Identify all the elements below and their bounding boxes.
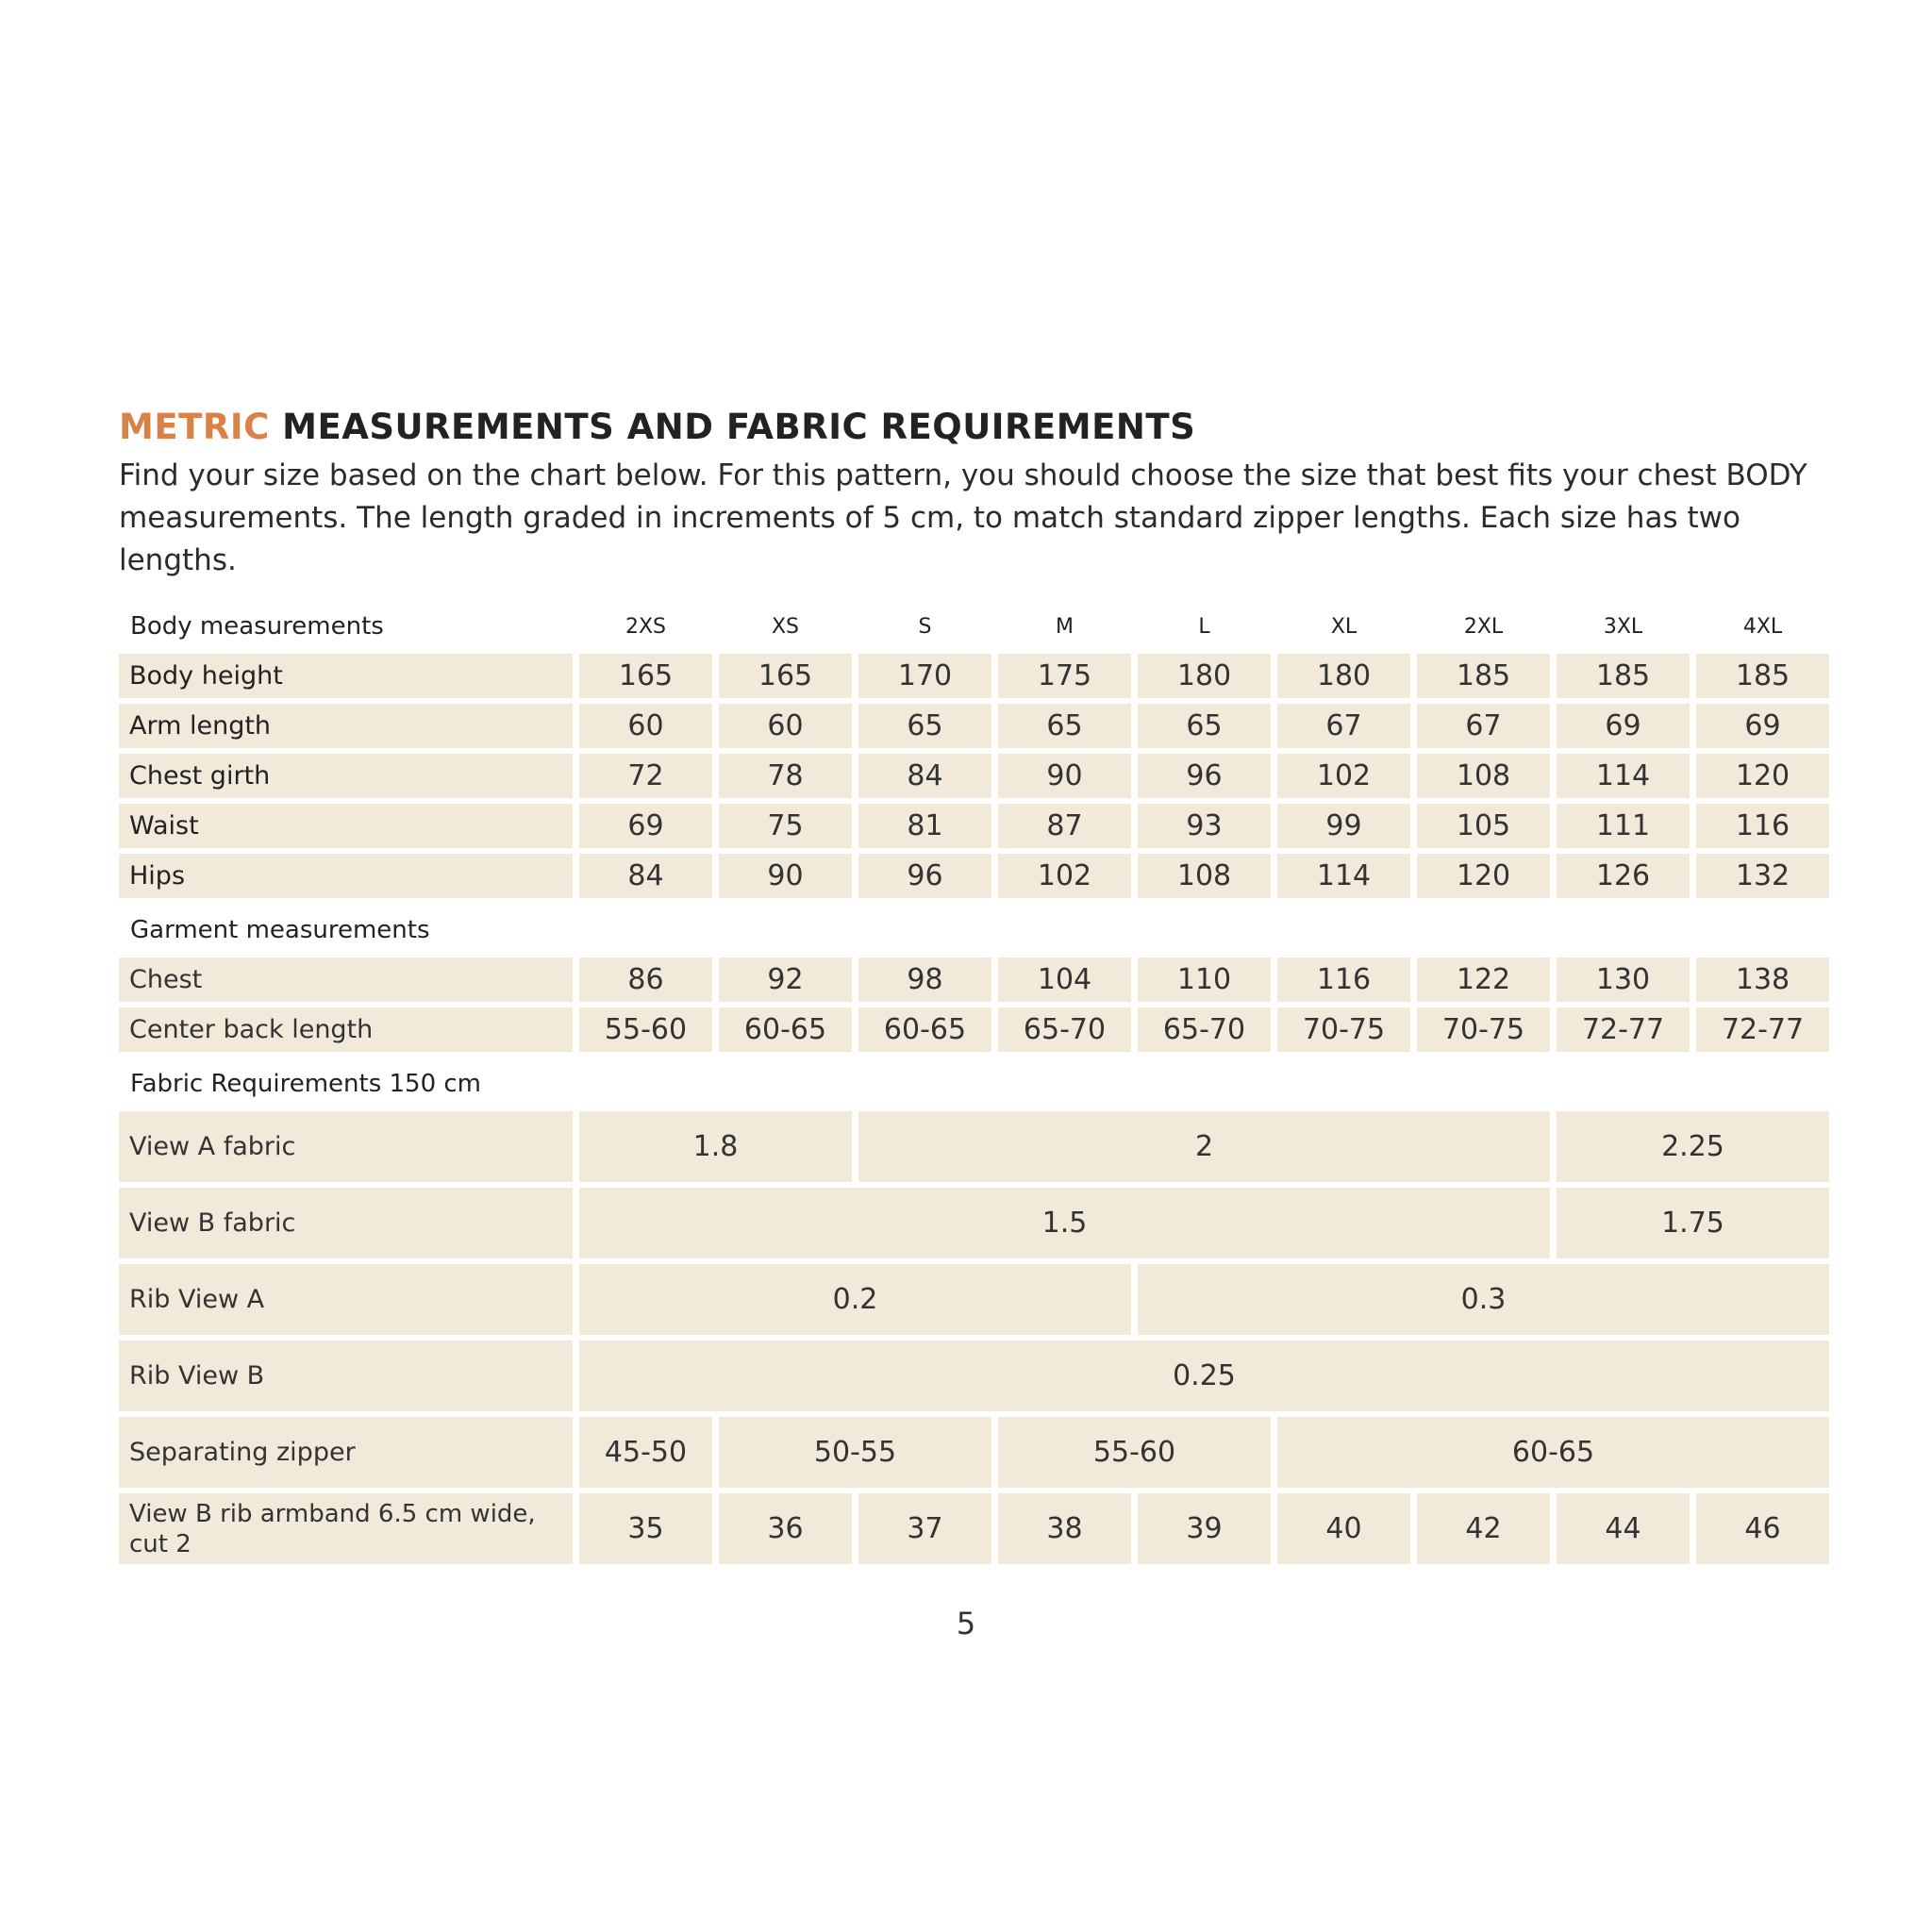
table-cell: 0.25 <box>579 1341 1829 1411</box>
table-cell: 37 <box>858 1493 991 1564</box>
table-cell: 138 <box>1696 958 1829 1002</box>
table-cell: 165 <box>579 654 712 698</box>
table-cell: 60 <box>579 704 712 748</box>
size-header-cell: XL <box>1330 614 1357 639</box>
table-cell: 114 <box>1557 754 1690 798</box>
table-cell: 84 <box>579 854 712 898</box>
table-cell: 90 <box>998 754 1131 798</box>
section-label: Fabric Requirements 150 cm <box>130 1070 482 1098</box>
size-header-row <box>119 605 1829 648</box>
table-cell: 116 <box>1696 804 1829 848</box>
table-cell: 98 <box>858 958 991 1002</box>
table-cell: 185 <box>1557 654 1690 698</box>
table-cell: 39 <box>1138 1493 1271 1564</box>
table-cell: 92 <box>719 958 852 1002</box>
size-header-cell: M <box>1056 614 1074 639</box>
row-label: View B fabric <box>119 1188 573 1258</box>
table-cell: 120 <box>1696 754 1829 798</box>
table-cell: 110 <box>1138 958 1271 1002</box>
table-cell: 60 <box>719 704 852 748</box>
body-measurement-row <box>119 804 1829 848</box>
row-label: Arm length <box>119 704 573 748</box>
fabric-requirement-row <box>119 1264 1829 1335</box>
size-header-cell: S <box>918 614 932 639</box>
table-cell: 72-77 <box>1557 1008 1690 1052</box>
page-title <box>119 406 1823 449</box>
table-cell: 86 <box>579 958 712 1002</box>
table-cell: 36 <box>719 1493 852 1564</box>
table-cell: 185 <box>1696 654 1829 698</box>
row-label: Chest <box>119 958 573 1002</box>
table-cell: 70-75 <box>1417 1008 1550 1052</box>
table-cell: 55-60 <box>998 1417 1271 1488</box>
table-cell: 60-65 <box>1277 1417 1829 1488</box>
table-cell: 120 <box>1417 854 1550 898</box>
fabric-requirement-row <box>119 1341 1829 1411</box>
measurement-page <box>119 406 1823 1570</box>
table-cell: 69 <box>1557 704 1690 748</box>
row-label: Body height <box>119 654 573 698</box>
section-label: Garment measurements <box>130 916 430 944</box>
table-cell: 1.8 <box>579 1111 852 1182</box>
table-cell: 1.75 <box>1557 1188 1829 1258</box>
table-cell: 65-70 <box>998 1008 1131 1052</box>
size-header-cell: 2XS <box>625 614 667 639</box>
table-cell: 44 <box>1557 1493 1690 1564</box>
table-cell: 50-55 <box>719 1417 991 1488</box>
table-cell: 87 <box>998 804 1131 848</box>
fabric-section-row <box>119 1058 1829 1106</box>
table-cell: 65 <box>858 704 991 748</box>
table-cell: 65-70 <box>1138 1008 1271 1052</box>
row-label: Separating zipper <box>119 1417 573 1488</box>
table-cell: 90 <box>719 854 852 898</box>
fabric-requirement-row <box>119 1417 1829 1488</box>
page-number: 5 <box>956 1606 976 1641</box>
table-cell: 69 <box>1696 704 1829 748</box>
table-cell: 108 <box>1138 854 1271 898</box>
size-chart-table <box>112 599 1836 1570</box>
table-cell: 42 <box>1417 1493 1550 1564</box>
table-cell: 105 <box>1417 804 1550 848</box>
table-cell: 126 <box>1557 854 1690 898</box>
table-cell: 78 <box>719 754 852 798</box>
table-cell: 180 <box>1277 654 1410 698</box>
size-header-cell: XS <box>771 614 800 639</box>
table-cell: 81 <box>858 804 991 848</box>
row-label: Rib View A <box>119 1264 573 1335</box>
body-measurement-row <box>119 854 1829 898</box>
table-cell: 175 <box>998 654 1131 698</box>
table-cell: 67 <box>1277 704 1410 748</box>
size-header-cell: L <box>1198 614 1210 639</box>
body-measurement-row <box>119 704 1829 748</box>
table-cell: 1.5 <box>579 1188 1550 1258</box>
table-cell: 185 <box>1417 654 1550 698</box>
table-cell: 55-60 <box>579 1008 712 1052</box>
row-label: Chest girth <box>119 754 573 798</box>
row-label: Hips <box>119 854 573 898</box>
row-label: Center back length <box>119 1008 573 1052</box>
table-cell: 170 <box>858 654 991 698</box>
table-cell: 102 <box>998 854 1131 898</box>
table-cell: 72 <box>579 754 712 798</box>
table-cell: 72-77 <box>1696 1008 1829 1052</box>
table-cell: 111 <box>1557 804 1690 848</box>
fabric-requirement-row <box>119 1493 1829 1564</box>
garment-measurement-row <box>119 1008 1829 1052</box>
size-chart-body <box>119 654 1829 1564</box>
table-cell: 40 <box>1277 1493 1410 1564</box>
body-section-label: Body measurements <box>130 612 384 641</box>
table-cell: 60-65 <box>858 1008 991 1052</box>
fabric-requirement-row <box>119 1188 1829 1258</box>
table-cell: 104 <box>998 958 1131 1002</box>
table-cell: 114 <box>1277 854 1410 898</box>
table-cell: 116 <box>1277 958 1410 1002</box>
table-cell: 70-75 <box>1277 1008 1410 1052</box>
table-cell: 180 <box>1138 654 1271 698</box>
garment-measurement-row <box>119 958 1829 1002</box>
table-cell: 45-50 <box>579 1417 712 1488</box>
size-header-cell: 2XL <box>1463 614 1504 639</box>
fabric-requirement-row <box>119 1111 1829 1182</box>
table-cell: 65 <box>1138 704 1271 748</box>
table-cell: 65 <box>998 704 1131 748</box>
garment-section-row <box>119 904 1829 952</box>
table-cell: 0.2 <box>579 1264 1131 1335</box>
table-cell: 67 <box>1417 704 1550 748</box>
row-label: Waist <box>119 804 573 848</box>
table-cell: 46 <box>1696 1493 1829 1564</box>
title-accent: METRIC <box>119 407 270 447</box>
table-cell: 122 <box>1417 958 1550 1002</box>
table-cell: 60-65 <box>719 1008 852 1052</box>
title-rest: MEASUREMENTS AND FABRIC REQUIREMENTS <box>269 407 1196 447</box>
body-measurement-row <box>119 654 1829 698</box>
row-label: View A fabric <box>119 1111 573 1182</box>
table-cell: 2 <box>858 1111 1550 1182</box>
row-label: Rib View B <box>119 1341 573 1411</box>
table-cell: 0.3 <box>1138 1264 1829 1335</box>
table-cell: 75 <box>719 804 852 848</box>
size-header-cell: 4XL <box>1742 614 1783 639</box>
table-cell: 2.25 <box>1557 1111 1829 1182</box>
intro-paragraph: Find your size based on the chart below. For this pattern, you should choose the size that best fits your chest BODY measurements. The length graded in increments of 5 cm, to match standard zipper lengths. Each size has two lengths. <box>119 458 1807 577</box>
body-measurement-row <box>119 754 1829 798</box>
size-header-cell: 3XL <box>1603 614 1643 639</box>
row-label: View B rib armband 6.5 cm wide, cut 2 <box>119 1493 573 1564</box>
table-cell: 108 <box>1417 754 1550 798</box>
table-cell: 96 <box>1138 754 1271 798</box>
table-cell: 84 <box>858 754 991 798</box>
table-cell: 130 <box>1557 958 1690 1002</box>
table-cell: 69 <box>579 804 712 848</box>
table-cell: 38 <box>998 1493 1131 1564</box>
table-cell: 96 <box>858 854 991 898</box>
table-cell: 35 <box>579 1493 712 1564</box>
table-cell: 165 <box>719 654 852 698</box>
table-cell: 93 <box>1138 804 1271 848</box>
table-cell: 99 <box>1277 804 1410 848</box>
table-cell: 102 <box>1277 754 1410 798</box>
table-cell: 132 <box>1696 854 1829 898</box>
